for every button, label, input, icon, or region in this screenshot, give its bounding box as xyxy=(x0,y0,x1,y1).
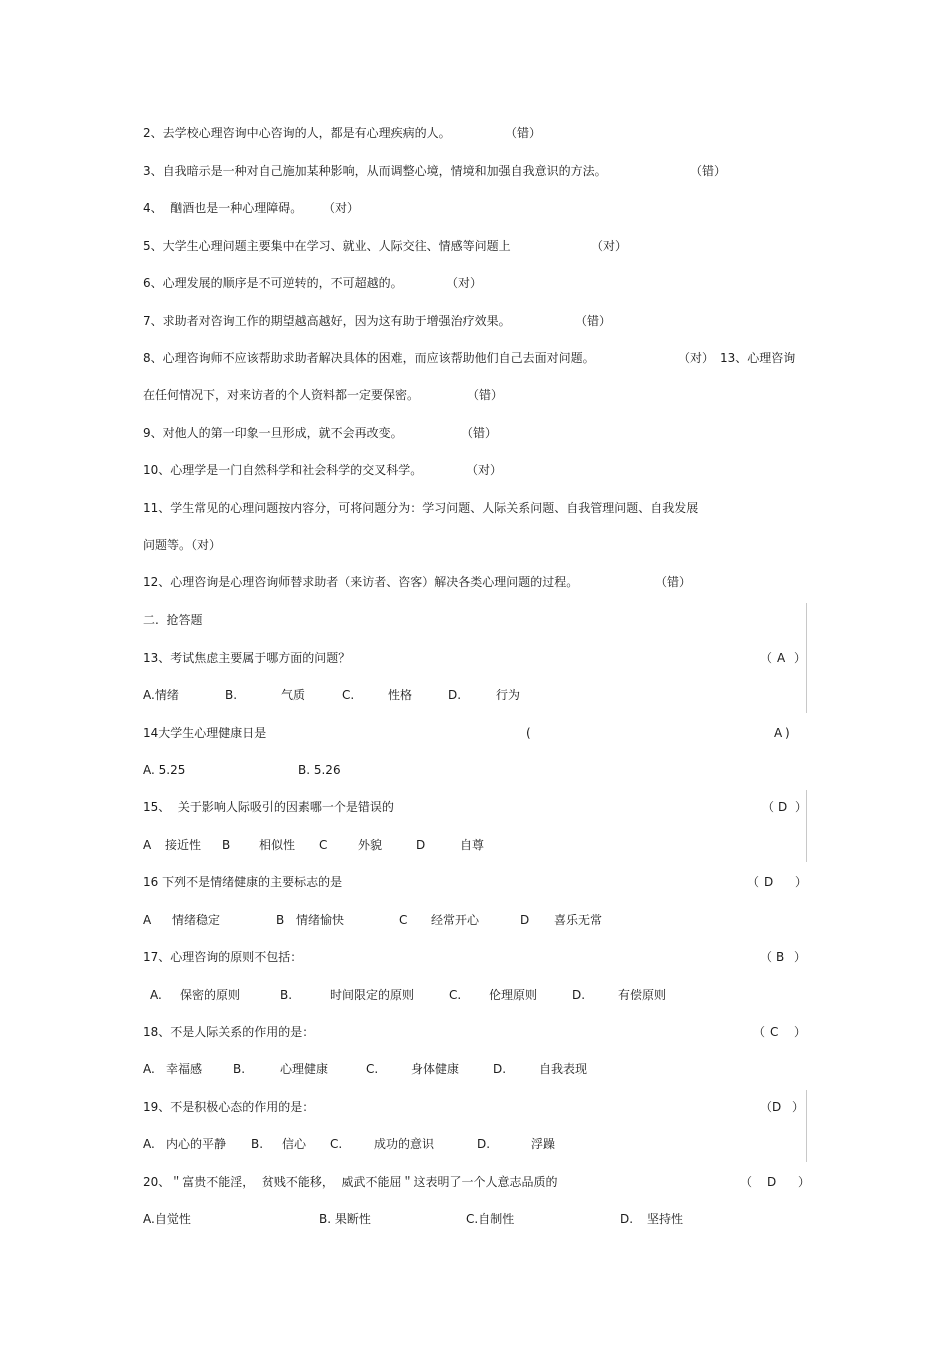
tf-item-tail: 13、心理咨询 xyxy=(720,351,796,365)
question-text: 19、不是积极心态的作用的是： xyxy=(143,1100,315,1114)
option: 接近性 xyxy=(165,838,202,852)
answer-close: ） xyxy=(795,875,808,889)
answer-open: （ xyxy=(747,875,760,889)
tf-item-text: 在任何情况下，对来访者的个人资料都一定要保密。 xyxy=(143,388,420,402)
tf-item-mark: （错） xyxy=(467,388,504,402)
answer-close: ） xyxy=(798,1175,811,1189)
option: 经常开心 xyxy=(431,913,480,927)
option: 情绪愉快 xyxy=(296,913,345,927)
tf-item-text: 2、去学校心理咨询中心咨询的人，都是有心理疾病的人。 xyxy=(143,126,451,140)
tf-item-mark: （错） xyxy=(690,164,727,178)
option: B. 5.26 xyxy=(298,763,341,777)
option: 气质 xyxy=(281,688,306,702)
option: A.自觉性 xyxy=(143,1212,191,1226)
tf-item-text: 5、大学生心理问题主要集中在学习、就业、人际交往、情感等问题上 xyxy=(143,239,511,253)
answer-close: ） xyxy=(794,950,807,964)
section-title: 二. 抢答题 xyxy=(143,613,203,627)
option: B. xyxy=(225,688,238,702)
tf-item-mark: （对） xyxy=(323,201,360,215)
question-text: 14大学生心理健康日是 xyxy=(143,726,267,740)
option: C xyxy=(319,838,328,852)
answer-open: （ xyxy=(760,1100,773,1114)
tf-item-text: 6、心理发展的顺序是不可逆转的，不可超越的。 xyxy=(143,276,403,290)
option: 伦理原则 xyxy=(489,988,538,1002)
option: A.情绪 xyxy=(143,688,179,702)
option: 心理健康 xyxy=(280,1062,329,1076)
option: C. xyxy=(449,988,462,1002)
answer-open: （ xyxy=(760,651,773,665)
question-text: 13、考试焦虑主要属于哪方面的问题？ xyxy=(143,651,351,665)
option: 自我表现 xyxy=(539,1062,588,1076)
option: B. xyxy=(233,1062,246,1076)
tf-item-text: 问题等。（对） xyxy=(143,538,222,552)
option: D. xyxy=(448,688,462,702)
tf-item-mark: （错） xyxy=(461,426,498,440)
option: A xyxy=(143,913,152,927)
option: 时间限定的原则 xyxy=(330,988,415,1002)
option: D. xyxy=(572,988,586,1002)
option: 喜乐无常 xyxy=(554,913,603,927)
answer-close: ） xyxy=(795,800,808,814)
option: D. xyxy=(477,1137,491,1151)
question-text: 20、＂富贵不能淫， 贫贱不能移， 威武不能屈＂这表明了一个人意志品质的 xyxy=(143,1175,558,1189)
answer-letter: D xyxy=(764,875,774,889)
option: 浮躁 xyxy=(531,1137,556,1151)
tf-item-text: 10、心理学是一门自然科学和社会科学的交叉科学。 xyxy=(143,463,423,477)
tf-item-text: 12、心理咨询是心理咨询师替求助者（来访者、咨客）解决各类心理问题的过程。 xyxy=(143,575,579,589)
vertical-rule xyxy=(806,1090,807,1162)
answer-open: （ xyxy=(760,950,773,964)
answer-close: ） xyxy=(794,651,807,665)
option: D. xyxy=(620,1212,634,1226)
tf-item-text: 9、对他人的第一印象一旦形成，就不会再改变。 xyxy=(143,426,403,440)
answer-close: ） xyxy=(792,1100,805,1114)
tf-item-mark: （对） xyxy=(446,276,483,290)
tf-item-mark: （错） xyxy=(505,126,542,140)
answer-letter: B xyxy=(776,950,785,964)
tf-item-text: 4、 酗酒也是一种心理障碍。 xyxy=(143,201,303,215)
option: 保密的原则 xyxy=(180,988,241,1002)
answer-letter: D xyxy=(778,800,788,814)
option: B. xyxy=(251,1137,264,1151)
answer-letter: A xyxy=(777,651,786,665)
answer-letter: A xyxy=(774,726,783,740)
answer-letter: C xyxy=(770,1025,779,1039)
answer-close: ) xyxy=(785,726,790,740)
option: 外貌 xyxy=(358,838,383,852)
option: 性格 xyxy=(388,688,413,702)
question-text: 17、心理咨询的原则不包括： xyxy=(143,950,303,964)
tf-item-text: 11、学生常见的心理问题按内容分，可将问题分为：学习问题、人际关系问题、自我管理问题、自我发展 xyxy=(143,501,699,515)
option: A xyxy=(143,838,152,852)
answer-letter: D xyxy=(772,1100,782,1114)
tf-item-mark: （对） xyxy=(678,351,715,365)
option: 成功的意识 xyxy=(374,1137,435,1151)
answer-open: （ xyxy=(740,1175,753,1189)
option: C.自制性 xyxy=(466,1212,515,1226)
question-text: 18、不是人际关系的作用的是： xyxy=(143,1025,315,1039)
option: B. 果断性 xyxy=(319,1212,371,1226)
answer-letter: D xyxy=(767,1175,777,1189)
question-text: 15、 关于影响人际吸引的因素哪一个是错误的 xyxy=(143,800,394,814)
option: 内心的平静 xyxy=(166,1137,227,1151)
tf-item-mark: （错） xyxy=(575,314,612,328)
option: 自尊 xyxy=(460,838,485,852)
vertical-rule xyxy=(806,603,807,713)
tf-item-text: 7、求助者对咨询工作的期望越高越好，因为这有助于增强治疗效果。 xyxy=(143,314,511,328)
option: 身体健康 xyxy=(411,1062,460,1076)
question-text: 16 下列不是情绪健康的主要标志的是 xyxy=(143,875,343,889)
tf-item-mark: （对） xyxy=(591,239,628,253)
answer-open: ( xyxy=(526,726,531,740)
option: 幸福感 xyxy=(166,1062,203,1076)
option: D xyxy=(520,913,530,927)
tf-item-mark: （对） xyxy=(466,463,503,477)
option: B xyxy=(276,913,285,927)
option: 行为 xyxy=(496,688,521,702)
option: B xyxy=(222,838,231,852)
option: C. xyxy=(366,1062,379,1076)
option: 有偿原则 xyxy=(618,988,667,1002)
tf-item-mark: （错） xyxy=(655,575,692,589)
option: A. xyxy=(150,988,162,1002)
option: 情绪稳定 xyxy=(172,913,221,927)
option: D. xyxy=(493,1062,507,1076)
option: C xyxy=(399,913,408,927)
tf-item-text: 3、自我暗示是一种对自己施加某种影响，从而调整心境，情境和加强自我意识的方法。 xyxy=(143,164,607,178)
option: 信心 xyxy=(282,1137,307,1151)
option: C. xyxy=(330,1137,343,1151)
option: A. xyxy=(143,1062,155,1076)
option: C. xyxy=(342,688,355,702)
option: D xyxy=(416,838,426,852)
answer-open: （ xyxy=(762,800,775,814)
tf-item-text: 8、心理咨询师不应该帮助求助者解决具体的困难，而应该帮助他们自己去面对问题。 xyxy=(143,351,595,365)
option: 相似性 xyxy=(259,838,296,852)
option: 坚持性 xyxy=(647,1212,684,1226)
option: B. xyxy=(280,988,293,1002)
answer-close: ） xyxy=(794,1025,807,1039)
option: A. xyxy=(143,1137,155,1151)
answer-open: （ xyxy=(753,1025,766,1039)
option: A. 5.25 xyxy=(143,763,186,777)
